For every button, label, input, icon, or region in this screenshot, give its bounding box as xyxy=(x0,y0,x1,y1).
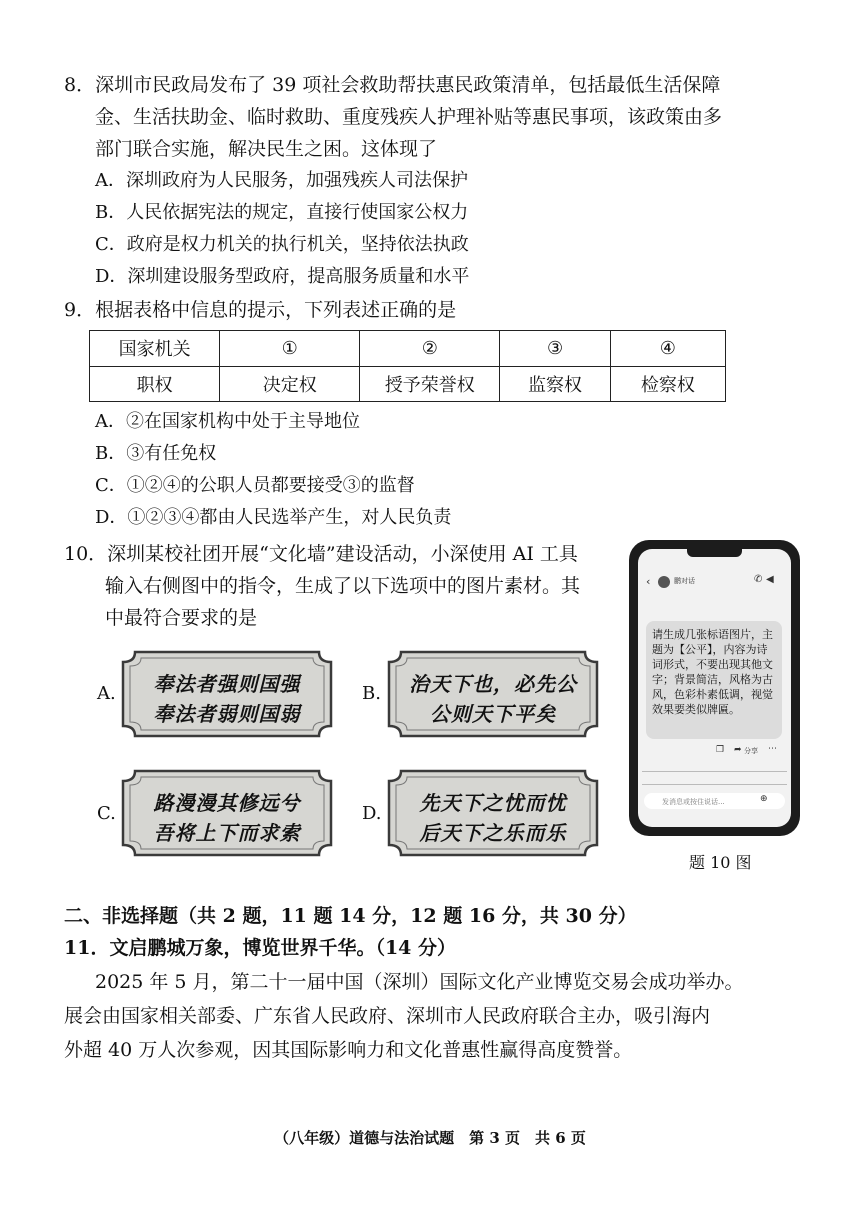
q9-option-c: C．①②④的公职人员都要接受③的监督 xyxy=(95,475,415,496)
share-label: 分享 xyxy=(744,747,758,755)
q10-option-d-label: D. xyxy=(362,803,382,824)
q10-option-c-plaque xyxy=(121,769,333,857)
table-cell: 检察权 xyxy=(610,366,725,402)
table-cell: ③ xyxy=(500,331,610,367)
q9-stem: 9．根据表格中信息的提示，下列表述正确的是 xyxy=(64,299,457,321)
q10-stem-line2: 输入右侧图中的指令，生成了以下选项中的图片素材。其 xyxy=(105,575,581,597)
plaque-line-1: 治天下也，必先公 xyxy=(409,672,577,696)
table-cell: 决定权 xyxy=(220,366,360,402)
plaque-line-2: 吾将上下而求索 xyxy=(153,821,301,845)
contact-name: 鹏对话 xyxy=(674,577,695,585)
q10-option-b-label: B. xyxy=(362,683,381,704)
q9-option-a: A．②在国家机构中处于主导地位 xyxy=(95,411,360,432)
plaque-line-2: 后天下之乐而乐 xyxy=(419,821,567,845)
phone-notch xyxy=(687,549,742,557)
q8-stem-line2: 金、生活扶助金、临时救助、重度残疾人护理补贴等惠民事项，该政策由多 xyxy=(95,106,723,128)
phone-screen xyxy=(638,549,791,827)
plaque-line-1: 奉法者强则国强 xyxy=(153,672,301,696)
q8-option-c: C．政府是权力机关的执行机关，坚持依法执政 xyxy=(95,234,469,255)
call-icon: ✆ xyxy=(754,574,763,585)
q10-option-b-plaque xyxy=(387,650,599,738)
table-cell: ② xyxy=(360,331,500,367)
share-icon: ➦ xyxy=(734,745,742,755)
q10-stem-line3: 中最符合要求的是 xyxy=(105,607,258,629)
section2-heading: 二、非选择题（共 2 题，11 题 14 分，12 题 16 分，共 30 分） xyxy=(64,905,637,927)
q8-option-d: D．深圳建设服务型政府，提高服务质量和水平 xyxy=(95,266,470,287)
mic-icon: ⊕ xyxy=(760,794,768,804)
plaque-line-1: 路漫漫其修远兮 xyxy=(153,791,301,815)
plaque-line-1: 先天下之忧而忧 xyxy=(419,791,567,815)
q9-option-b: B．③有任免权 xyxy=(95,443,217,464)
plaque-line-2: 奉法者弱则国弱 xyxy=(153,702,301,726)
q8-stem-line1: 8．深圳市民政局发布了 39 项社会救助帮扶惠民政策清单，包括最低生活保障 xyxy=(64,74,721,96)
table-cell: ④ xyxy=(610,331,725,367)
q10-figure-caption: 题 10 图 xyxy=(689,853,752,872)
q9-table xyxy=(89,330,726,402)
table-cell: 授予荣誉权 xyxy=(360,366,500,402)
table-cell: 国家机关 xyxy=(90,331,220,367)
q9-table-power-row xyxy=(90,366,726,402)
q10-option-a-label: A. xyxy=(97,683,116,704)
back-icon: ‹ xyxy=(646,575,651,588)
speaker-icon: ◀ xyxy=(766,574,774,585)
contact-avatar xyxy=(658,576,670,588)
page-footer: （八年级）道德与法治试题 第 3 页 共 6 页 xyxy=(274,1129,586,1147)
q8-option-a: A．深圳政府为人民服务，加强残疾人司法保护 xyxy=(95,170,468,191)
q8-stem-line3: 部门联合实施，解决民生之困。这体现了 xyxy=(95,138,438,160)
table-cell: ① xyxy=(220,331,360,367)
q11-para-line2: 展会由国家相关部委、广东省人民政府、深圳市人民政府联合主办，吸引海内 xyxy=(64,1005,711,1027)
more-icon: ⋯ xyxy=(768,744,777,754)
q10-stem-line1: 10．深圳某校社团开展“文化墙”建设活动，小深使用 AI 工具 xyxy=(64,543,578,565)
q11-para-line1: 2025 年 5 月，第二十一届中国（深圳）国际文化产业博览交易会成功举办。 xyxy=(95,971,744,993)
table-cell: 职权 xyxy=(90,366,220,402)
q9-option-d: D．①②③④都由人民选举产生，对人民负责 xyxy=(95,507,452,528)
q10-option-a-plaque xyxy=(121,650,333,738)
q11-para-line3: 外超 40 万人次参观，因其国际影响力和文化普惠性赢得高度赞誉。 xyxy=(64,1039,633,1061)
q8-option-b: B．人民依据宪法的规定，直接行使国家公权力 xyxy=(95,202,469,223)
table-cell: 监察权 xyxy=(500,366,610,402)
toolbar-strip xyxy=(642,771,787,785)
message-input-placeholder: 发消息或按住说话... xyxy=(662,798,725,806)
plaque-line-2: 公则天下平矣 xyxy=(430,702,556,726)
q10-phone-figure xyxy=(629,540,800,836)
q11-title: 11．文启鹏城万象，博览世界千华。（14 分） xyxy=(64,937,456,959)
q10-option-c-label: C. xyxy=(97,803,116,824)
copy-icon: ❐ xyxy=(716,745,725,755)
q9-table-header-row xyxy=(90,331,726,367)
q10-option-d-plaque xyxy=(387,769,599,857)
ai-prompt-bubble: 请生成几张标语图片，主题为【公平】，内容为诗词形式，不要出现其他文字；背景简洁，风格为古风，色彩朴素低调，视觉效果要类似牌匾。 xyxy=(646,621,782,739)
